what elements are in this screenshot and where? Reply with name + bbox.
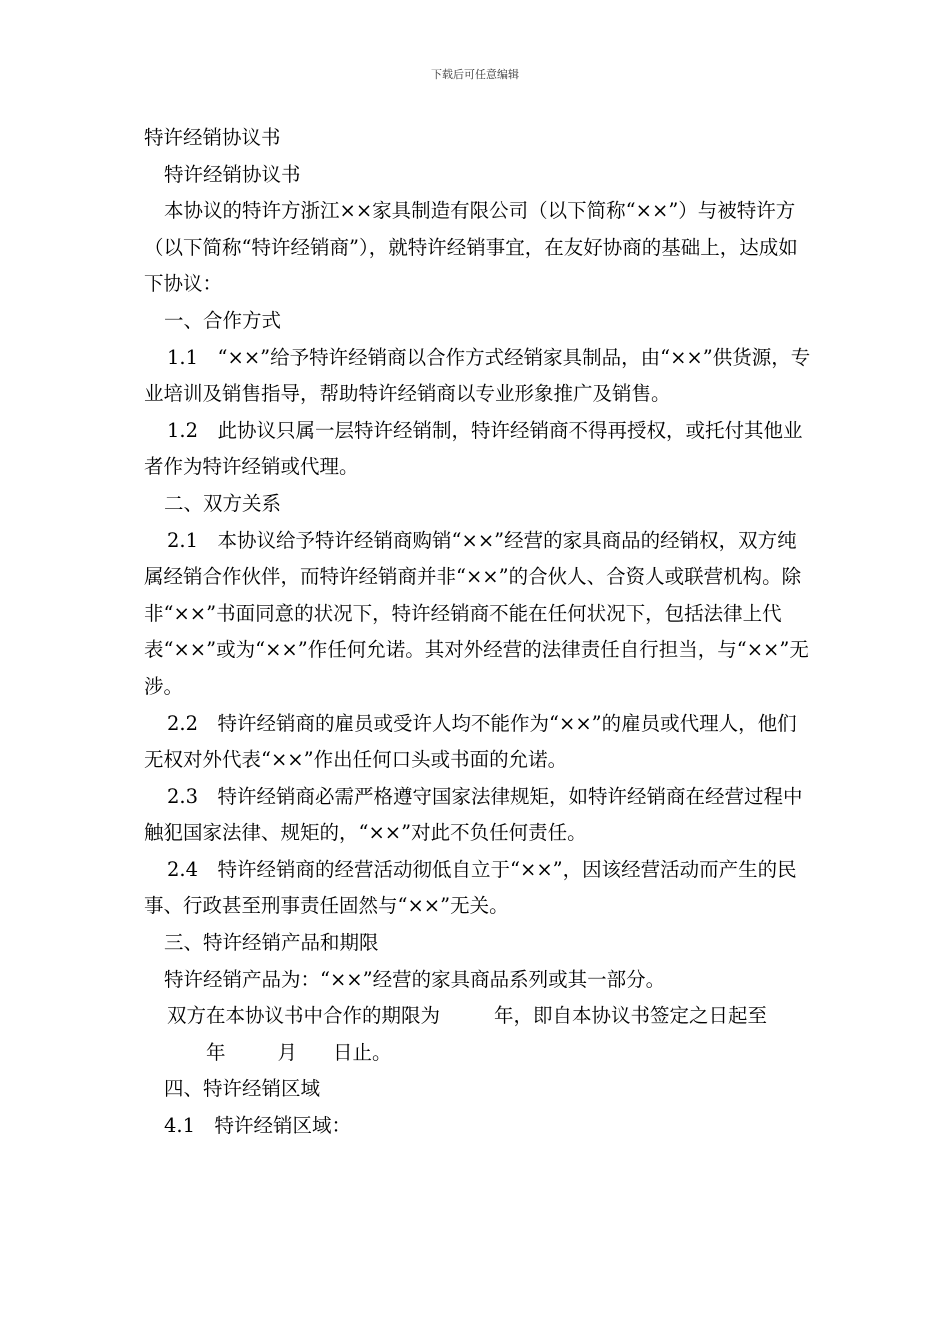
clause-3-2-part-b: 年，即自本协议书签定之日起至 bbox=[494, 1004, 768, 1028]
document-subtitle: 特许经销协议书 bbox=[164, 162, 301, 186]
clause-3-2-month: 月 bbox=[277, 1040, 298, 1064]
document-body bbox=[144, 120, 812, 1145]
section-heading-3: 三、特许经销产品和期限 bbox=[164, 931, 379, 955]
clause-2-3: 2.3 特许经销商必需严格遵守国家法律规矩，如特许经销商在经营过程中触犯国家法律、规矩的，“××”对此不负任何责任。 bbox=[144, 784, 803, 845]
section-heading-4: 四、特许经销区域 bbox=[164, 1077, 321, 1101]
clause-2-4: 2.4 特许经销商的经营活动彻低自立于“××”，因该经营活动而产生的民事、行政甚至刑事责任固然与“××”无关。 bbox=[144, 857, 797, 918]
section-heading-2: 二、双方关系 bbox=[164, 491, 282, 515]
clause-2-1: 2.1 本协议给予特许经销商购销“××”经营的家具商品的经销权，双方纯属经销合作伙伴，而特许经销商并非“××”的合伙人、合资人或联营机构。除非“××”书面同意的状况下，特许经销商不能在任何状况下，包括法律上代表“××”或为“××”作任何允诺。其对外经营的法律责任自行担当，与“××”无涉。 bbox=[144, 528, 809, 698]
section-heading-1: 一、合作方式 bbox=[164, 308, 282, 332]
clause-4-1: 4.1 特许经销区域： bbox=[164, 1114, 352, 1138]
clause-3-1: 特许经销产品为：“××”经营的家具商品系列或其一部分。 bbox=[164, 967, 666, 991]
clause-2-2: 2.2 特许经销商的雇员或受许人均不能作为“××”的雇员或代理人，他们无权对外代表“××”作出任何口头或书面的允诺。 bbox=[144, 711, 797, 772]
clause-3-2-year: 年 bbox=[206, 1040, 226, 1064]
clause-3-2 bbox=[144, 998, 812, 1071]
clause-3-2-day: 日止。 bbox=[333, 1040, 392, 1064]
clause-1-1: 1.1 “××”给予特许经销商以合作方式经销家具制品，由“××”供货源，专业培训及销售指导，帮助特许经销商以专业形象推广及销售。 bbox=[144, 345, 811, 406]
clause-1-2: 1.2 此协议只属一层特许经销制，特许经销商不得再授权，或托付其他业者作为特许经销或代理。 bbox=[144, 418, 803, 479]
intro-paragraph: 本协议的特许方浙江××家具制造有限公司（以下简称“××”）与被特许方（以下简称“特许经销商”），就特许经销事宜，在友好协商的基础上，达成如下协议： bbox=[144, 199, 798, 296]
page-header: 下载后可任意编辑 bbox=[431, 68, 519, 81]
document-title: 特许经销协议书 bbox=[144, 126, 281, 149]
clause-3-2-part-a: 双方在本协议书中合作的期限为 bbox=[167, 1004, 441, 1028]
